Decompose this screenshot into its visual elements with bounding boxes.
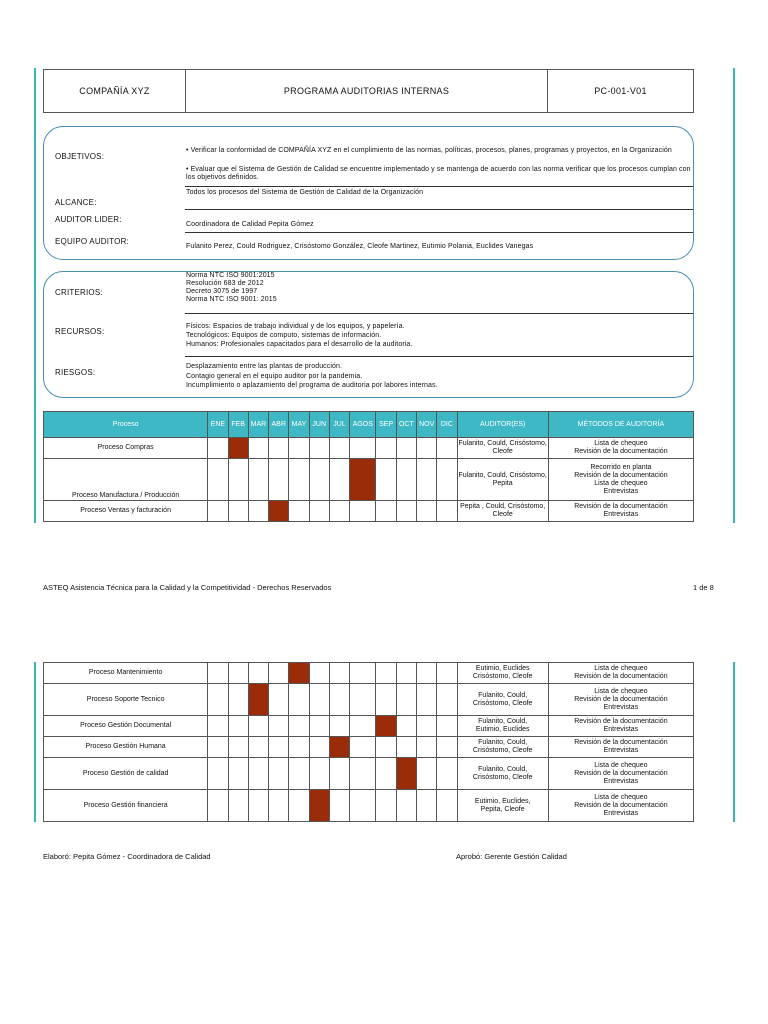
month-cell xyxy=(289,684,309,716)
table-header-row xyxy=(44,412,694,438)
month-cell xyxy=(417,716,437,737)
month-cell xyxy=(396,663,416,684)
auditors-cell: Fulanito, Could, Crisóstomo, Cleofe xyxy=(457,758,548,790)
left-margin-bar-page2 xyxy=(34,662,36,822)
month-cell xyxy=(376,758,396,790)
header-month: OCT xyxy=(396,412,416,438)
methods-cell: Revisión de la documentación Entrevistas xyxy=(548,716,693,737)
criterios-line: Norma NTC ISO 9001: 2015 xyxy=(186,296,277,303)
audit-schedule-table-continued xyxy=(43,662,694,822)
criterios-line: Resolución 683 de 2012 xyxy=(186,280,264,287)
month-cell xyxy=(309,438,329,459)
month-cell xyxy=(329,663,349,684)
table-row xyxy=(44,790,694,822)
scheduled-month-cell xyxy=(350,459,376,501)
recursos-line: Humanos: Profesionales capacitados para el desarrollo de la auditoria. xyxy=(186,341,413,348)
header-month: FEB xyxy=(228,412,248,438)
month-cell xyxy=(437,684,457,716)
month-cell xyxy=(350,737,376,758)
month-cell xyxy=(376,501,396,522)
scheduled-month-cell xyxy=(329,737,349,758)
header-month: NOV xyxy=(417,412,437,438)
month-cell xyxy=(350,663,376,684)
month-cell xyxy=(248,737,268,758)
month-cell xyxy=(376,663,396,684)
month-cell xyxy=(309,459,329,501)
month-cell xyxy=(329,459,349,501)
header-month: MAR xyxy=(248,412,268,438)
company-name: COMPAÑÍA XYZ xyxy=(43,69,186,113)
document-title: PROGRAMA AUDITORIAS INTERNAS xyxy=(185,69,548,113)
process-name: Proceso Gestión de calidad xyxy=(44,758,208,790)
month-cell xyxy=(350,501,376,522)
month-cell xyxy=(269,716,289,737)
methods-cell: Revisión de la documentación Entrevistas xyxy=(548,737,693,758)
scheduled-month-cell xyxy=(376,716,396,737)
methods-cell: Lista de chequeo Revisión de la documentación Entrevistas xyxy=(548,758,693,790)
audit-schedule-table xyxy=(43,411,694,522)
month-cell xyxy=(289,459,309,501)
process-name: Proceso Mantenimiento xyxy=(44,663,208,684)
month-cell xyxy=(396,501,416,522)
month-cell xyxy=(248,501,268,522)
month-cell xyxy=(417,737,437,758)
month-cell xyxy=(208,438,228,459)
scheduled-month-cell xyxy=(248,684,268,716)
methods-cell: Revisión de la documentación Entrevistas xyxy=(548,501,693,522)
methods-cell: Lista de chequeo Revisión de la documentación xyxy=(548,663,693,684)
auditors-cell: Fulanito, Could, Crisóstomo, Cleofe xyxy=(457,438,548,459)
month-cell xyxy=(208,758,228,790)
month-cell xyxy=(309,758,329,790)
scheduled-month-cell xyxy=(228,438,248,459)
month-cell xyxy=(350,684,376,716)
month-cell xyxy=(289,438,309,459)
month-cell xyxy=(437,716,457,737)
month-cell xyxy=(437,459,457,501)
month-cell xyxy=(208,790,228,822)
objetivos-label: OBJETIVOS: xyxy=(55,152,105,161)
month-cell xyxy=(309,501,329,522)
month-cell xyxy=(248,663,268,684)
process-name: Proceso Soporte Tecnico xyxy=(44,684,208,716)
scheduled-month-cell xyxy=(396,758,416,790)
process-name: Proceso Gestión Documental xyxy=(44,716,208,737)
criterios-label: CRITERIOS: xyxy=(55,288,103,297)
month-cell xyxy=(350,438,376,459)
divider xyxy=(185,209,693,210)
alcance-label: ALCANCE: xyxy=(55,198,97,207)
month-cell xyxy=(228,716,248,737)
header-month: JUL xyxy=(329,412,349,438)
process-name: Proceso Ventas y facturación xyxy=(44,501,208,522)
month-cell xyxy=(437,758,457,790)
header-month: JUN xyxy=(309,412,329,438)
month-cell xyxy=(396,438,416,459)
month-cell xyxy=(350,716,376,737)
elaboro-signature: Elaboró: Pepita Gómez - Coordinadora de Calidad xyxy=(43,852,211,861)
month-cell xyxy=(208,459,228,501)
month-cell xyxy=(228,459,248,501)
methods-cell: Lista de chequeo Revisión de la documentación xyxy=(548,438,693,459)
auditors-cell: Fulanito, Could, Crisóstomo, Cleofe xyxy=(457,737,548,758)
month-cell xyxy=(437,501,457,522)
table-row xyxy=(44,758,694,790)
month-cell xyxy=(329,790,349,822)
month-cell xyxy=(437,663,457,684)
month-cell xyxy=(329,684,349,716)
month-cell xyxy=(208,684,228,716)
month-cell xyxy=(269,684,289,716)
header-month: ABR xyxy=(269,412,289,438)
auditors-cell: Fulanito, Could, Crisóstomo, Pepita xyxy=(457,459,548,501)
recursos-line: Físicos: Espacios de trabajo individual y de los equipos, y papelería. xyxy=(186,323,405,330)
month-cell xyxy=(396,737,416,758)
month-cell xyxy=(396,459,416,501)
month-cell xyxy=(396,716,416,737)
table-row xyxy=(44,737,694,758)
objetivos-line-2: • Evaluar que el Sistema de Gestión de Calidad se encuentre implementado y se mantenga de acuerdo con las norma verificar que los procesos cumplan con los objetivos definidos. xyxy=(186,166,691,181)
auditor-lider-value: Coordinadora de Calidad Pepita Gómez xyxy=(186,221,314,228)
month-cell xyxy=(350,790,376,822)
auditor-lider-label: AUDITOR LIDER: xyxy=(55,215,122,224)
header-month: DIC xyxy=(437,412,457,438)
methods-cell: Recorrido en planta Revisión de la documentación Lista de chequeo Entrevistas xyxy=(548,459,693,501)
month-cell xyxy=(269,737,289,758)
month-cell xyxy=(208,663,228,684)
month-cell xyxy=(437,737,457,758)
header-metodos: MÉTODOS DE AUDITORÍA xyxy=(548,412,693,438)
right-margin-bar-page2 xyxy=(733,662,735,822)
recursos-line: Tecnológicos: Equipos de computo, sistemas de información. xyxy=(186,332,382,339)
month-cell xyxy=(228,737,248,758)
recursos-label: RECURSOS: xyxy=(55,327,105,336)
divider xyxy=(185,356,693,357)
divider xyxy=(185,186,693,187)
month-cell xyxy=(269,663,289,684)
criterios-line: Decreto 3075 de 1997 xyxy=(186,288,258,295)
header-month: AGOS xyxy=(350,412,376,438)
riesgos-line: Contagio general en el equipo auditor por la pandemia. xyxy=(186,373,363,380)
month-cell xyxy=(376,459,396,501)
objetivos-line-1: • Verificar la conformidad de COMPAÑÍA XYZ en el cumplimiento de las normas, políticas, procesos, planes, programas y proyectos, en la Organización xyxy=(186,147,672,154)
month-cell xyxy=(309,716,329,737)
month-cell xyxy=(269,438,289,459)
month-cell xyxy=(289,501,309,522)
month-cell xyxy=(208,501,228,522)
month-cell xyxy=(289,716,309,737)
scheduled-month-cell xyxy=(269,501,289,522)
month-cell xyxy=(329,438,349,459)
month-cell xyxy=(417,438,437,459)
month-cell xyxy=(417,663,437,684)
month-cell xyxy=(248,716,268,737)
month-cell xyxy=(289,737,309,758)
process-name: Proceso Gestión Humana xyxy=(44,737,208,758)
month-cell xyxy=(228,758,248,790)
month-cell xyxy=(329,501,349,522)
month-cell xyxy=(248,758,268,790)
table-row xyxy=(44,501,694,522)
month-cell xyxy=(417,459,437,501)
month-cell xyxy=(309,684,329,716)
month-cell xyxy=(376,438,396,459)
divider xyxy=(185,313,693,314)
header-month: ENE xyxy=(208,412,228,438)
scheduled-month-cell xyxy=(289,663,309,684)
aprobo-signature: Aprobó: Gerente Gestión Calidad xyxy=(456,852,567,861)
scheduled-month-cell xyxy=(309,790,329,822)
page-number: 1 de 8 xyxy=(693,583,714,592)
left-margin-bar xyxy=(34,68,36,523)
month-cell xyxy=(350,758,376,790)
month-cell xyxy=(437,790,457,822)
auditors-cell: Eutimio, Euclides Crisóstomo, Cleofe xyxy=(457,663,548,684)
month-cell xyxy=(228,790,248,822)
month-cell xyxy=(417,684,437,716)
month-cell xyxy=(228,663,248,684)
right-margin-bar xyxy=(733,68,735,523)
month-cell xyxy=(329,758,349,790)
month-cell xyxy=(417,501,437,522)
riesgos-line: Incumplimiento o aplazamiento del programa de auditoria por labores internas. xyxy=(186,382,438,389)
month-cell xyxy=(289,758,309,790)
month-cell xyxy=(396,684,416,716)
copyright-footer: ASTEQ Asistencia Técnica para la Calidad y la Competitividad - Derechos Reservados xyxy=(43,583,332,592)
auditors-cell: Eutimio, Euclides, Pepita, Cleofe xyxy=(457,790,548,822)
month-cell xyxy=(269,459,289,501)
month-cell xyxy=(269,758,289,790)
month-cell xyxy=(208,737,228,758)
document-code: PC-001-V01 xyxy=(547,69,694,113)
table-row xyxy=(44,684,694,716)
month-cell xyxy=(417,790,437,822)
process-name: Proceso Compras xyxy=(44,438,208,459)
divider xyxy=(185,232,693,233)
month-cell xyxy=(437,438,457,459)
month-cell xyxy=(329,716,349,737)
month-cell xyxy=(289,790,309,822)
criterios-line: Norma NTC ISO 9001:2015 xyxy=(186,272,275,279)
month-cell xyxy=(228,501,248,522)
table-row xyxy=(44,663,694,684)
month-cell xyxy=(376,684,396,716)
month-cell xyxy=(248,438,268,459)
header-proceso: Proceso xyxy=(44,412,208,438)
methods-cell: Lista de chequeo Revisión de la documentación Entrevistas xyxy=(548,684,693,716)
month-cell xyxy=(248,459,268,501)
month-cell xyxy=(309,737,329,758)
methods-cell: Lista de chequeo Revisión de la documentación Entrevistas xyxy=(548,790,693,822)
header-month: MAY xyxy=(289,412,309,438)
table-row xyxy=(44,459,694,501)
auditors-cell: Fulanito, Could, Eutimio, Euclides xyxy=(457,716,548,737)
month-cell xyxy=(309,663,329,684)
month-cell xyxy=(269,790,289,822)
table-row xyxy=(44,716,694,737)
riesgos-label: RIESGOS: xyxy=(55,368,96,377)
month-cell xyxy=(248,790,268,822)
riesgos-line: Desplazamiento entre las plantas de producción. xyxy=(186,363,343,370)
process-name: Proceso Manufactura / Producción xyxy=(44,459,208,501)
header-month: SEP xyxy=(376,412,396,438)
month-cell xyxy=(228,684,248,716)
month-cell xyxy=(376,737,396,758)
header-auditores: AUDITOR(ES) xyxy=(457,412,548,438)
equipo-auditor-label: EQUIPO AUDITOR: xyxy=(55,237,129,246)
auditors-cell: Pepita , Could, Crisóstomo, Cleofe xyxy=(457,501,548,522)
table-row xyxy=(44,438,694,459)
month-cell xyxy=(396,790,416,822)
month-cell xyxy=(376,790,396,822)
alcance-value: Todos los procesos del Sistema de Gestión de Calidad de la Organización xyxy=(186,189,424,196)
equipo-auditor-value: Fulanito Perez, Could Rodriguez, Crisóstomo González, Cleofe Martinez, Eutimio Polania, Euclides Vanegas xyxy=(186,243,534,250)
month-cell xyxy=(417,758,437,790)
auditors-cell: Fulanito, Could, Crisóstomo, Cleofe xyxy=(457,684,548,716)
month-cell xyxy=(208,716,228,737)
process-name: Proceso Gestión financiera xyxy=(44,790,208,822)
